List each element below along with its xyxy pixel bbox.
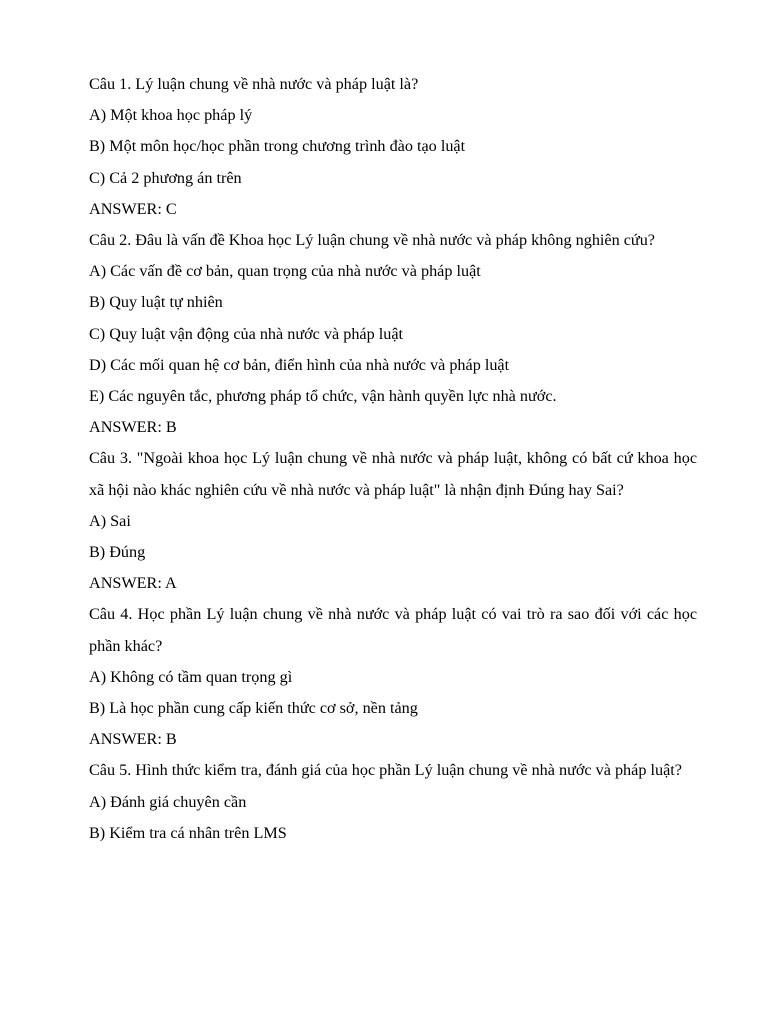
option-a: A) Không có tầm quan trọng gì [89, 667, 293, 686]
question-4 [89, 599, 697, 755]
question-text: Câu 2. Đâu là vấn đề Khoa học Lý luận chung về nhà nước và pháp không nghiên cứu? [89, 231, 655, 250]
question-text: Câu 4. Học phần Lý luận chung về nhà nước và pháp luật có vai trò ra sao đối với các học phần khác? [89, 605, 697, 655]
option-a: A) Một khoa học pháp lý [89, 106, 253, 125]
option-c: C) Quy luật vận động của nhà nước và pháp luật [89, 324, 404, 343]
option-a: A) Sai [89, 511, 131, 530]
option-c: C) Cả 2 phương án trên [89, 168, 242, 187]
option-b: B) Một môn học/học phần trong chương trình đào tạo luật [89, 137, 466, 156]
question-3 [89, 443, 697, 599]
question-2 [89, 225, 697, 443]
option-a: A) Đánh giá chuyên cần [89, 792, 247, 811]
answer-text: ANSWER: B [89, 418, 177, 437]
option-b: B) Kiểm tra cá nhân trên LMS [89, 823, 287, 842]
option-b: B) Đúng [89, 543, 146, 562]
question-text: Câu 3. "Ngoài khoa học Lý luận chung về nhà nước và pháp luật, không có bất cứ khoa học xã hội nào khác nghiên cứu về nhà nước và pháp luật" là nhận định Đúng hay Sai? [89, 449, 697, 499]
answer-text: ANSWER: C [89, 199, 177, 218]
answer-text: ANSWER: A [89, 574, 177, 593]
option-e: E) Các nguyên tắc, phương pháp tổ chức, vận hành quyền lực nhà nước. [89, 387, 557, 406]
answer-text: ANSWER: B [89, 730, 177, 749]
document-page [89, 69, 697, 849]
option-d: D) Các mối quan hệ cơ bản, điển hình của nhà nước và pháp luật [89, 355, 510, 374]
option-b: B) Quy luật tự nhiên [89, 293, 223, 312]
option-a: A) Các vấn đề cơ bản, quan trọng của nhà nước và pháp luật [89, 262, 481, 281]
question-text: Câu 1. Lý luận chung về nhà nước và pháp luật là? [89, 75, 419, 93]
question-5 [89, 755, 697, 849]
option-b: B) Là học phần cung cấp kiến thức cơ sở, nền tảng [89, 699, 418, 718]
question-1 [89, 69, 697, 225]
question-text: Câu 5. Hình thức kiểm tra, đánh giá của học phần Lý luận chung về nhà nước và pháp luật? [89, 761, 682, 780]
